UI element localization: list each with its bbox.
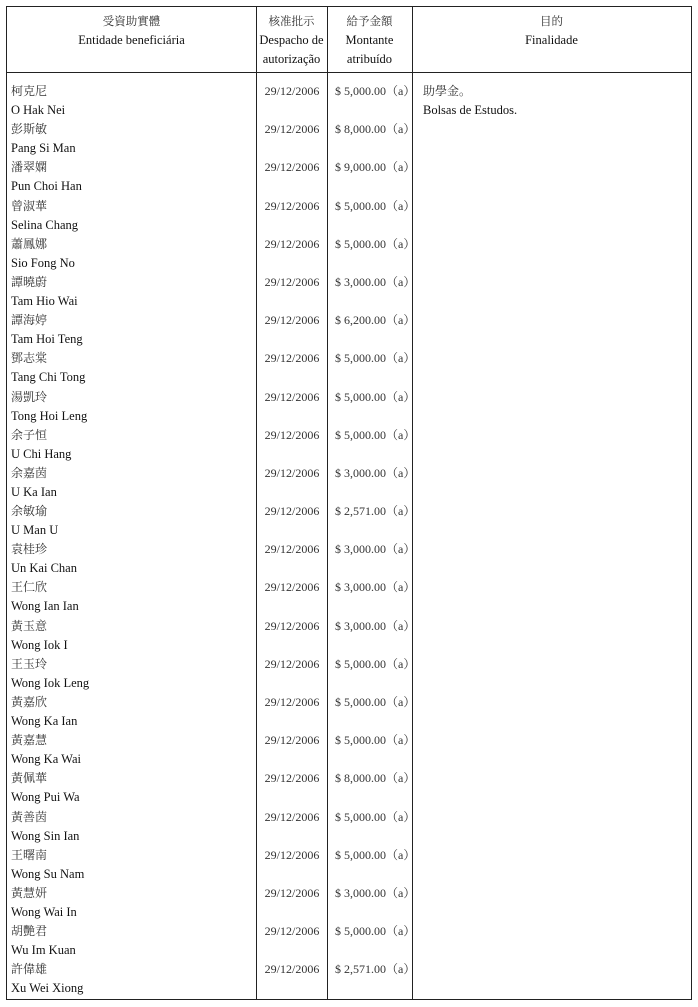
table-row bbox=[7, 426, 691, 464]
amount-value: $ 2,571.00（a） bbox=[335, 504, 416, 519]
table-row bbox=[7, 960, 691, 998]
beneficiary-name-pt: U Man U bbox=[11, 523, 59, 538]
beneficiary-name-zh: 湯凱玲 bbox=[11, 389, 48, 404]
beneficiary-name-zh: 余敏瑜 bbox=[11, 504, 48, 519]
beneficiary-name-zh: 王曙南 bbox=[11, 847, 48, 862]
header-dispatch-pt1: Despacho de bbox=[259, 33, 324, 47]
dispatch-date: 29/12/2006 bbox=[264, 84, 320, 98]
table-row bbox=[7, 502, 691, 540]
beneficiary-name-zh: 黃嘉欣 bbox=[11, 695, 48, 709]
table-row bbox=[7, 540, 691, 578]
table-row bbox=[7, 808, 691, 846]
beneficiary-name-pt: U Ka Ian bbox=[11, 484, 57, 499]
amount-value: $ 3,000.00（a） bbox=[335, 618, 416, 633]
amount-value: $ 5,000.00（a） bbox=[335, 84, 416, 98]
grant-table bbox=[6, 6, 692, 1000]
beneficiary-name-zh: 鄧志棠 bbox=[11, 351, 48, 366]
header-dispatch-zh: 核准批示 bbox=[268, 14, 315, 28]
amount-value: $ 5,000.00（a） bbox=[335, 236, 416, 251]
table-row bbox=[7, 617, 691, 655]
header-dispatch bbox=[256, 6, 327, 72]
amount-value: $ 5,000.00（a） bbox=[335, 389, 416, 404]
beneficiary-name-pt: Un Kai Chan bbox=[11, 561, 77, 576]
purpose-zh: 助學金。 bbox=[423, 84, 472, 98]
amount-value: $ 5,000.00（a） bbox=[335, 695, 416, 709]
dispatch-date: 29/12/2006 bbox=[264, 504, 320, 519]
beneficiary-name-pt: U Chi Hang bbox=[11, 446, 72, 461]
beneficiary-name-pt: Wong Ian Ian bbox=[11, 599, 79, 614]
table-row bbox=[7, 655, 691, 693]
amount-value: $ 5,000.00（a） bbox=[335, 198, 416, 213]
beneficiary-name-pt: Sio Fong No bbox=[11, 255, 75, 270]
amount-value: $ 3,000.00（a） bbox=[335, 580, 416, 595]
header-entity-zh: 受資助實體 bbox=[102, 14, 161, 28]
beneficiary-name-pt: Wong Ka Ian bbox=[11, 714, 78, 728]
amount-value: $ 3,000.00（a） bbox=[335, 274, 416, 289]
dispatch-date: 29/12/2006 bbox=[264, 733, 320, 748]
amount-value: $ 9,000.00（a） bbox=[335, 160, 416, 175]
header-purpose-pt: Finalidade bbox=[525, 33, 578, 47]
table-body bbox=[7, 82, 691, 999]
beneficiary-name-zh: 余子恒 bbox=[11, 427, 48, 442]
dispatch-date: 29/12/2006 bbox=[264, 236, 320, 251]
beneficiary-name-pt: Pun Choi Han bbox=[11, 179, 82, 194]
beneficiary-name-zh: 黃善茵 bbox=[11, 809, 48, 824]
table-row bbox=[7, 349, 691, 387]
table-row bbox=[7, 922, 691, 960]
beneficiary-name-zh: 黃玉意 bbox=[11, 618, 48, 633]
beneficiary-name-zh: 譚海婷 bbox=[11, 313, 48, 328]
table-row bbox=[7, 388, 691, 426]
header-amount-pt1: Montante bbox=[345, 33, 394, 47]
table-row bbox=[7, 731, 691, 769]
amount-value: $ 3,000.00（a） bbox=[335, 885, 416, 900]
header-amount-pt2: atribuído bbox=[346, 52, 393, 66]
table-row bbox=[7, 82, 691, 120]
dispatch-date: 29/12/2006 bbox=[264, 351, 320, 366]
table-row bbox=[7, 578, 691, 616]
beneficiary-name-zh: 余嘉茵 bbox=[11, 465, 48, 480]
table-row bbox=[7, 884, 691, 922]
beneficiary-name-pt: Selina Chang bbox=[11, 217, 79, 232]
dispatch-date: 29/12/2006 bbox=[264, 274, 320, 289]
beneficiary-name-zh: 許偉雄 bbox=[11, 962, 48, 977]
dispatch-date: 29/12/2006 bbox=[264, 542, 320, 557]
beneficiary-name-pt: Wong Iok I bbox=[11, 637, 68, 652]
table-row bbox=[7, 846, 691, 884]
table-row bbox=[7, 120, 691, 158]
dispatch-date: 29/12/2006 bbox=[264, 198, 320, 213]
amount-value: $ 5,000.00（a） bbox=[335, 733, 416, 748]
amount-value: $ 5,000.00（a） bbox=[335, 656, 416, 671]
amount-value: $ 6,200.00（a） bbox=[335, 313, 416, 328]
dispatch-date: 29/12/2006 bbox=[264, 160, 320, 175]
header-divider bbox=[7, 72, 691, 73]
amount-value: $ 8,000.00（a） bbox=[335, 771, 416, 786]
header-purpose-zh: 目的 bbox=[540, 14, 563, 28]
beneficiary-name-zh: 黃佩華 bbox=[11, 771, 48, 786]
amount-value: $ 8,000.00（a） bbox=[335, 122, 416, 137]
beneficiary-name-pt: Wong Wai In bbox=[11, 904, 77, 919]
beneficiary-name-zh: 譚曉蔚 bbox=[11, 274, 48, 289]
beneficiary-name-pt: Pang Si Man bbox=[11, 141, 76, 156]
dispatch-date: 29/12/2006 bbox=[264, 924, 320, 939]
dispatch-date: 29/12/2006 bbox=[264, 809, 320, 824]
beneficiary-name-pt: Tam Hio Wai bbox=[11, 293, 78, 308]
dispatch-date: 29/12/2006 bbox=[264, 771, 320, 786]
dispatch-date: 29/12/2006 bbox=[264, 465, 320, 480]
beneficiary-name-pt: Tong Hoi Leng bbox=[11, 408, 88, 423]
dispatch-date: 29/12/2006 bbox=[264, 656, 320, 671]
beneficiary-name-pt: Tang Chi Tong bbox=[11, 370, 86, 385]
amount-value: $ 5,000.00（a） bbox=[335, 809, 416, 824]
dispatch-date: 29/12/2006 bbox=[264, 122, 320, 137]
dispatch-date: 29/12/2006 bbox=[264, 313, 320, 328]
header-amount-zh: 給予金額 bbox=[346, 14, 393, 28]
amount-value: $ 5,000.00（a） bbox=[335, 847, 416, 862]
dispatch-date: 29/12/2006 bbox=[264, 847, 320, 862]
amount-value: $ 5,000.00（a） bbox=[335, 427, 416, 442]
beneficiary-name-zh: 蕭鳳娜 bbox=[11, 236, 48, 251]
table-row bbox=[7, 311, 691, 349]
beneficiary-name-zh: 袁桂珍 bbox=[11, 542, 48, 557]
beneficiary-name-zh: 柯克尼 bbox=[11, 84, 48, 98]
amount-value: $ 3,000.00（a） bbox=[335, 542, 416, 557]
beneficiary-name-pt: Wong Sin Ian bbox=[11, 828, 80, 843]
beneficiary-name-pt: Wong Su Nam bbox=[11, 866, 85, 881]
dispatch-date: 29/12/2006 bbox=[264, 885, 320, 900]
beneficiary-name-pt: Wong Iok Leng bbox=[11, 675, 90, 690]
dispatch-date: 29/12/2006 bbox=[264, 427, 320, 442]
dispatch-date: 29/12/2006 bbox=[264, 695, 320, 709]
table-row bbox=[7, 197, 691, 235]
beneficiary-name-zh: 王玉玲 bbox=[11, 656, 48, 671]
header-entity-pt: Entidade beneficiária bbox=[78, 33, 185, 47]
dispatch-date: 29/12/2006 bbox=[264, 962, 320, 977]
header-amount bbox=[327, 6, 412, 72]
beneficiary-name-pt: Tam Hoi Teng bbox=[11, 332, 83, 347]
beneficiary-name-zh: 黃慧妍 bbox=[11, 885, 48, 900]
table-row bbox=[7, 693, 691, 731]
table-row bbox=[7, 464, 691, 502]
beneficiary-name-pt: Wong Ka Wai bbox=[11, 752, 81, 767]
beneficiary-name-zh: 黃嘉慧 bbox=[11, 733, 48, 748]
beneficiary-name-zh: 彭斯敏 bbox=[11, 122, 48, 137]
table-row bbox=[7, 158, 691, 196]
beneficiary-name-zh: 潘翠嫻 bbox=[11, 160, 48, 175]
dispatch-date: 29/12/2006 bbox=[264, 618, 320, 633]
amount-value: $ 5,000.00（a） bbox=[335, 351, 416, 366]
purpose-pt: Bolsas de Estudos. bbox=[423, 103, 518, 117]
amount-value: $ 3,000.00（a） bbox=[335, 465, 416, 480]
beneficiary-name-pt: O Hak Nei bbox=[11, 103, 66, 117]
beneficiary-name-pt: Wu Im Kuan bbox=[11, 943, 76, 958]
table-row bbox=[7, 273, 691, 311]
beneficiary-name-zh: 曾淑華 bbox=[11, 198, 48, 213]
header-entity bbox=[7, 6, 256, 72]
dispatch-date: 29/12/2006 bbox=[264, 580, 320, 595]
beneficiary-name-pt: Xu Wei Xiong bbox=[11, 981, 84, 996]
beneficiary-name-pt: Wong Pui Wa bbox=[11, 790, 80, 805]
amount-value: $ 2,571.00（a） bbox=[335, 962, 416, 977]
amount-value: $ 5,000.00（a） bbox=[335, 924, 416, 939]
table-row bbox=[7, 235, 691, 273]
beneficiary-name-zh: 胡艷君 bbox=[11, 924, 48, 939]
beneficiary-name-zh: 王仁欣 bbox=[11, 580, 48, 595]
header-dispatch-pt2: autorização bbox=[262, 52, 321, 66]
table-row bbox=[7, 769, 691, 807]
dispatch-date: 29/12/2006 bbox=[264, 389, 320, 404]
header-purpose bbox=[412, 6, 691, 72]
